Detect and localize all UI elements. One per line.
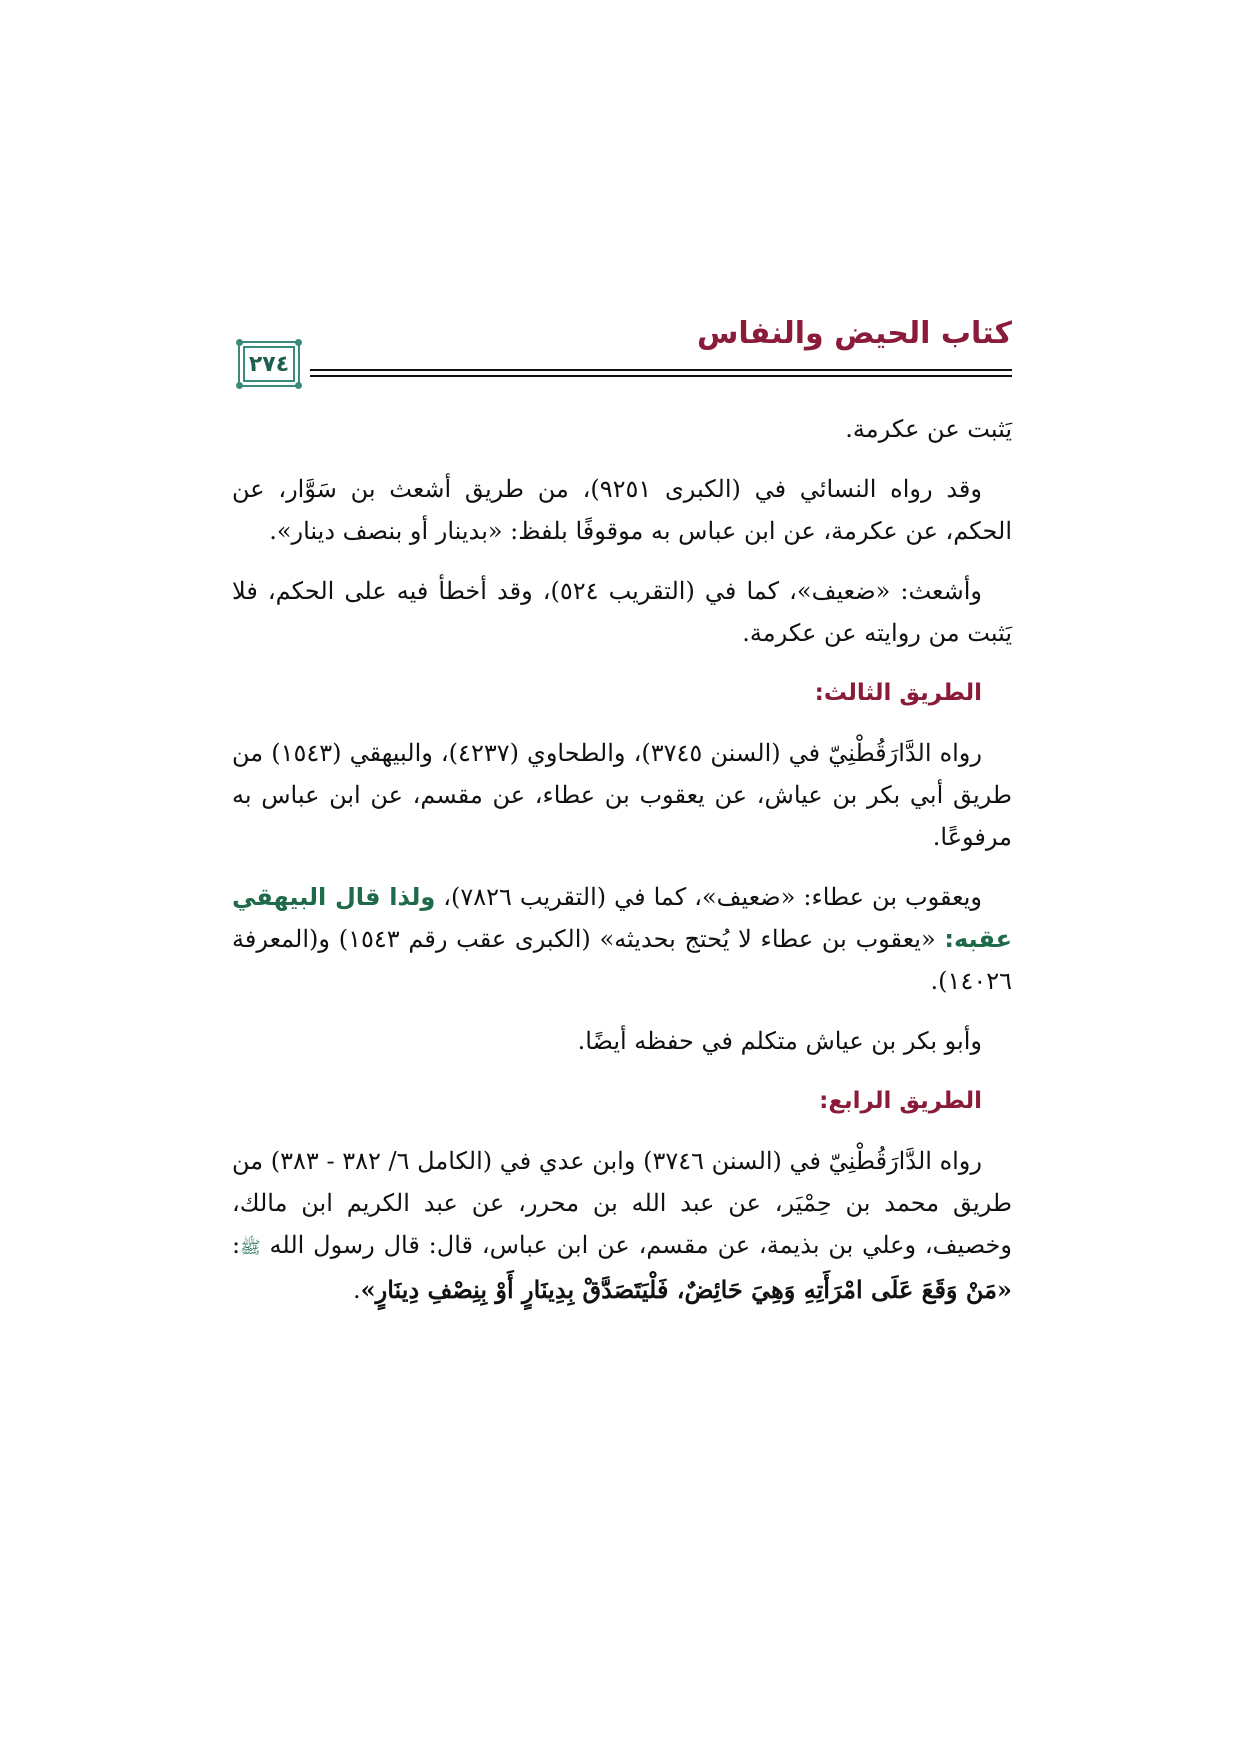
header-rule-top [232, 369, 1012, 371]
page-body [232, 408, 1012, 1329]
paragraph-7-start: رواه الدَّارَقُطْنِيّ في (السنن ٣٧٤٦) وابن عدي في (الكامل ٦/ ٣٨٢ - ٣٨٣) من طريق محمد بن حِمْيَر، عن عبد الله بن محرر، عن عبد الكريم ابن مالك، وخصيف، وعلي بن بذيمة، عن مقسم، عن ابن عباس، قال: قال رسول الله [232, 1147, 1012, 1259]
paragraph-7-colon: : [232, 1231, 241, 1259]
salla-symbol: ﷺ [240, 1238, 261, 1258]
paragraph-3: وأشعث: «ضعيف»، كما في (التقريب ٥٢٤)، وقد أخطأ فيه على الحكم، فلا يَثبت من روايته عن عكرمة. [232, 577, 1012, 647]
book-title: كتاب الحيض والنفاس [696, 316, 1012, 351]
page-header [232, 316, 1012, 396]
paragraph-1: يَثبت عن عكرمة. [845, 415, 1012, 443]
paragraph-5 [232, 876, 1012, 1002]
hadith-text: «مَنْ وَقَعَ عَلَى امْرَأَتِهِ وَهِيَ حَائِضٌ، فَلْيَتَصَدَّقْ بِدِينَارٍ أَوْ بِنِصْفِ دِينَارٍ» [360, 1275, 1012, 1304]
bayhaqi-quote-intro: ولذا قال البيهقي عقبه: [232, 883, 1013, 953]
section-heading-third-route: الطريق الثالث: [814, 680, 982, 706]
page-number: ٢٧٤ [248, 351, 290, 377]
header-rule-bottom [232, 375, 1012, 377]
page-number-frame [238, 341, 300, 387]
paragraph-7 [232, 1140, 1012, 1311]
paragraph-5-start: ويعقوب بن عطاء: «ضعيف»، كما في (التقريب ٧٨٢٦)، [435, 883, 982, 911]
paragraph-5-end: «يعقوب بن عطاء لا يُحتج بحديثه» (الكبرى عقب رقم ١٥٤٣) و(المعرفة ١٤٠٢٦). [232, 925, 1012, 995]
paragraph-2: وقد رواه النسائي في (الكبرى ٩٢٥١)، من طريق أشعث بن سَوَّار، عن الحكم، عن عكرمة، عن ابن عباس به موقوفًا بلفظ: «بدينار أو بنصف دينار». [232, 475, 1012, 545]
section-heading-fourth-route: الطريق الرابع: [819, 1088, 982, 1114]
paragraph-6: وأبو بكر بن عياش متكلم في حفظه أيضًا. [577, 1027, 982, 1055]
paragraph-7-end: . [352, 1276, 361, 1304]
paragraph-4: رواه الدَّارَقُطْنِيّ في (السنن ٣٧٤٥)، والطحاوي (٤٢٣٧)، والبيهقي (١٥٤٣) من طريق أبي بكر بن عياش، عن يعقوب بن عطاء، عن مقسم، عن ابن عباس به مرفوعًا. [232, 739, 1012, 851]
